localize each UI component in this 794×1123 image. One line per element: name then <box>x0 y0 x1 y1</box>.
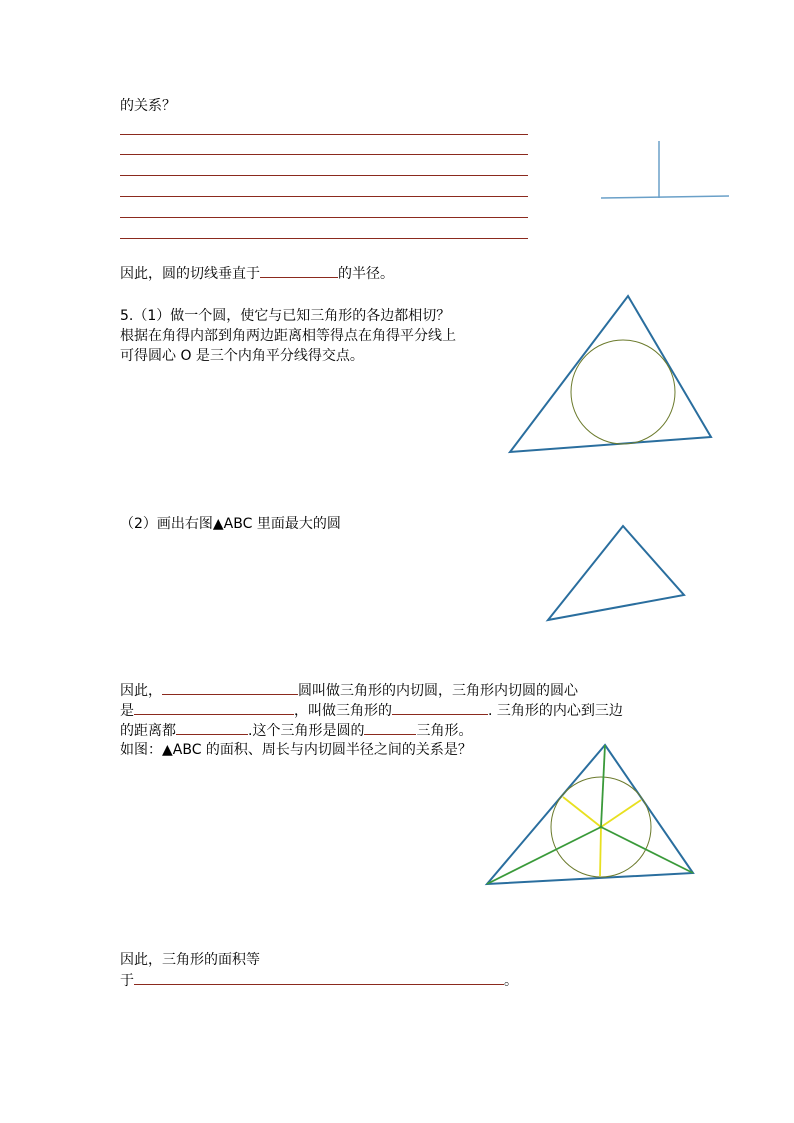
conclusion-2-l2-start: 是 <box>120 703 134 719</box>
conclusion-2-l3-start: 的距离都 <box>120 723 176 739</box>
q5-part1-title: 5.（1）做一个圆，使它与已知三角形的各边都相切？ <box>120 308 451 324</box>
bisector-line-a <box>601 745 605 827</box>
triangle-shape <box>510 296 711 452</box>
conclusion-3-line-1: 因此，三角形的面积等 <box>120 952 260 968</box>
q5-part2-title: （2）画出右图▲ABC 里面最大的圆 <box>120 516 341 532</box>
conclusion-2-line-1 <box>120 680 578 701</box>
blank-field[interactable] <box>162 680 298 695</box>
conclusion-3-l2-end: 。 <box>504 973 518 989</box>
conclusion-2-l1-end: 圆叫做三角形的内切圆，三角形内切圆的圆心 <box>298 683 578 699</box>
answer-line[interactable] <box>120 196 528 197</box>
conclusion-1 <box>120 263 394 284</box>
conclusion-1-after: 的半径。 <box>338 266 394 282</box>
inscribed-circle <box>571 340 675 444</box>
intro-line: 的关系？ <box>120 98 176 114</box>
conclusion-2-line-3 <box>120 720 472 741</box>
conclusion-3-line-2 <box>120 970 518 991</box>
conclusion-2-l1-start: 因此， <box>120 683 162 699</box>
incircle <box>551 777 651 877</box>
conclusion-2-l2-end: . 三角形的内心到三边 <box>488 703 623 719</box>
q5-part1-line3: 可得圆心 O 是三个内角平分线得交点。 <box>120 348 364 364</box>
answer-line[interactable] <box>120 134 528 135</box>
blank-field[interactable] <box>392 700 488 715</box>
blank-field[interactable] <box>176 720 248 735</box>
conclusion-2-l3-end: 三角形。 <box>416 723 473 739</box>
q5-part1-line2: 根据在角得内部到角两边距离相等得点在角得平分线上 <box>120 328 456 344</box>
radius-line-3 <box>600 827 601 876</box>
bisector-line-c <box>487 827 601 884</box>
triangle-abc <box>548 526 684 620</box>
answer-line[interactable] <box>120 154 528 155</box>
radius-line-2 <box>601 800 641 827</box>
answer-line[interactable] <box>120 217 528 218</box>
answer-line[interactable] <box>120 175 528 176</box>
blank-field[interactable] <box>134 700 294 715</box>
blank-field[interactable] <box>260 263 338 278</box>
radius-line-1 <box>563 797 601 827</box>
bisector-line-b <box>601 827 693 873</box>
conclusion-3-l2-start: 于 <box>120 973 134 989</box>
conclusion-2-l2-mid: ，叫做三角形的 <box>294 703 392 719</box>
incenter-point <box>600 826 603 829</box>
conclusion-1-before: 因此，圆的切线垂直于 <box>120 266 260 282</box>
triangle-abc-with-incircle <box>487 745 693 884</box>
conclusion-2-l3-mid: .这个三角形是圆的 <box>248 723 365 739</box>
tangent-line <box>601 196 729 198</box>
conclusion-2-line-2 <box>120 700 623 721</box>
blank-field[interactable] <box>134 970 504 985</box>
answer-line[interactable] <box>120 238 528 239</box>
blank-field[interactable] <box>364 720 416 735</box>
conclusion-2-line-4: 如图：▲ABC 的面积、周长与内切圆半径之间的关系是？ <box>120 742 472 758</box>
